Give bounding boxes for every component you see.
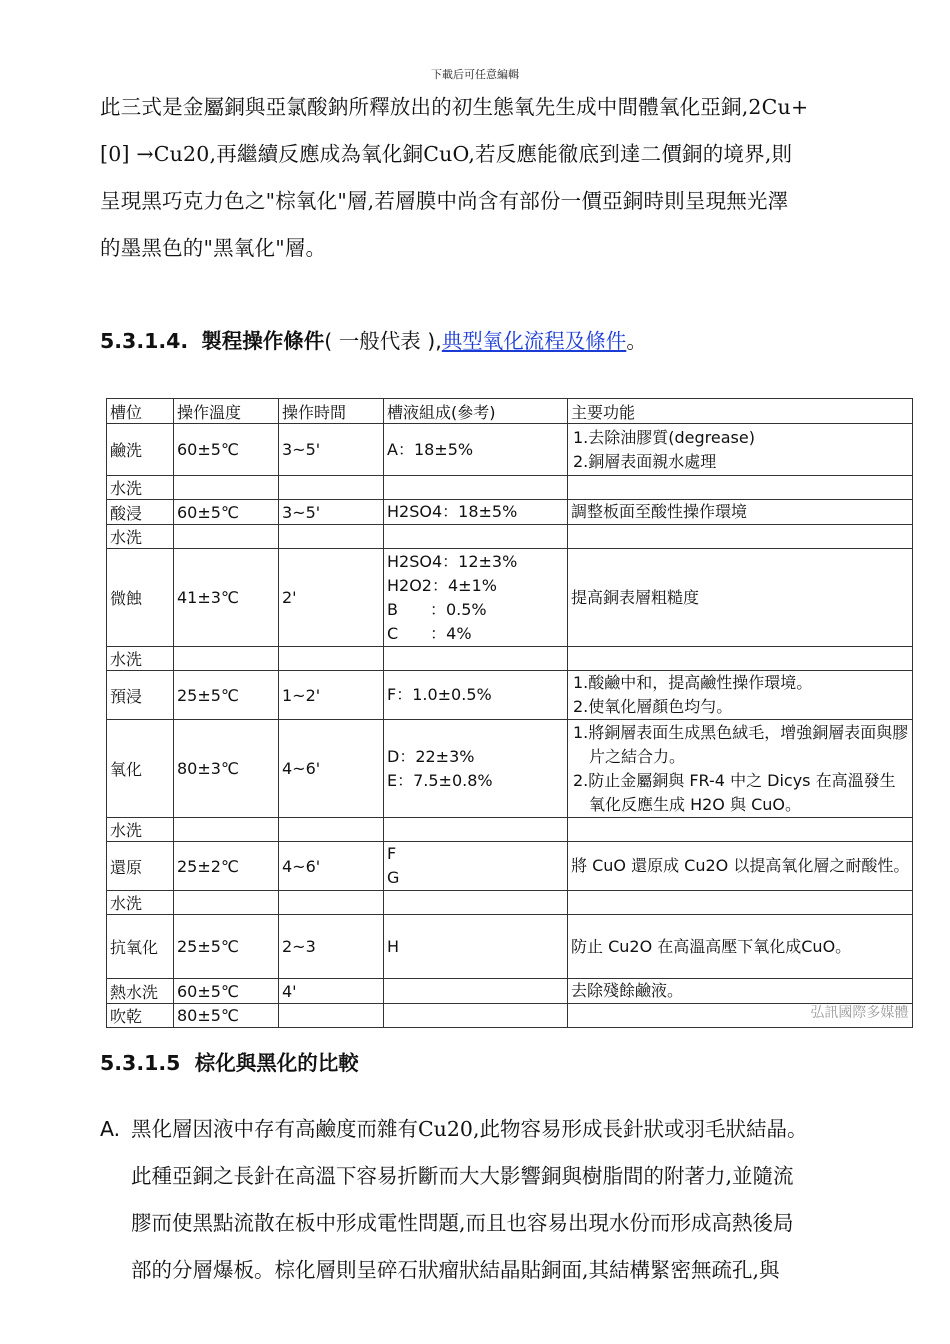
cell-composition <box>384 891 568 915</box>
table-row <box>107 549 913 647</box>
cell-composition <box>384 525 568 549</box>
cell-function <box>568 500 913 525</box>
process-flow-link[interactable]: 典型氧化流程及條件 <box>441 329 627 353</box>
cell-temp: 41±3℃ <box>174 549 279 647</box>
list-marker: A. <box>100 1117 121 1141</box>
section-number: 5.3.1.4. <box>100 329 189 353</box>
cell-function <box>568 647 913 671</box>
table-row <box>107 647 913 671</box>
cell-time <box>279 525 384 549</box>
table-row <box>107 915 913 979</box>
cell-composition <box>384 500 568 525</box>
cell-slot: 鹼洗 <box>107 424 174 476</box>
function-line: 提高銅表層粗糙度 <box>571 587 700 607</box>
composition-line: B ：0.5% <box>387 599 487 619</box>
cell-temp: 60±5℃ <box>174 424 279 476</box>
cell-time: 2' <box>279 549 384 647</box>
paragraph-line: [0] →Cu20,再繼續反應成為氧化銅CuO,若反應能徹底到達二價銅的境界,則 <box>100 142 793 166</box>
function-line: 1.酸鹼中和，提高鹼性操作環境。 <box>573 673 813 692</box>
cell-function <box>568 818 913 842</box>
cell-slot: 還原 <box>107 842 174 891</box>
function-line: 將 CuO 還原成 Cu2O 以提高氧化層之耐酸性。 <box>571 856 910 875</box>
section-end: 。 <box>626 329 647 353</box>
composition-line: D：22±3% <box>387 746 475 766</box>
composition-line: H2SO4：12±3% <box>387 551 518 571</box>
cell-function <box>568 671 913 720</box>
cell-function <box>568 424 913 476</box>
cell-function <box>568 476 913 500</box>
section-title: 棕化與黑化的比較 <box>194 1051 359 1075</box>
section-paren: ( 一般代表 ), <box>324 329 442 353</box>
cell-temp: 25±5℃ <box>174 671 279 720</box>
table-row <box>107 671 913 720</box>
paragraph-line: 呈現黑巧克力色之"棕氧化"層,若層膜中尚含有部份一價亞銅時則呈現無光澤 <box>100 189 789 213</box>
cell-slot: 預浸 <box>107 671 174 720</box>
paragraph-line: 部的分層爆板。棕化層則呈碎石狀瘤狀結晶貼銅面,其結構緊密無疏孔,與 <box>131 1258 780 1282</box>
cell-temp: 60±5℃ <box>174 979 279 1004</box>
process-conditions-table <box>106 398 913 1028</box>
cell-temp: 25±5℃ <box>174 915 279 979</box>
cell-slot: 熱水洗 <box>107 979 174 1004</box>
section-heading-5314 <box>100 324 647 354</box>
cell-slot: 水洗 <box>107 891 174 915</box>
cell-function <box>568 915 913 979</box>
composition-line: H2O2：4±1% <box>387 575 497 595</box>
column-header-composition: 槽液組成(參考) <box>384 399 568 424</box>
cell-composition <box>384 671 568 720</box>
section-heading-5315 <box>100 1046 359 1076</box>
cell-slot: 水洗 <box>107 818 174 842</box>
cell-time <box>279 891 384 915</box>
cell-time <box>279 818 384 842</box>
cell-composition <box>384 476 568 500</box>
cell-composition <box>384 979 568 1004</box>
cell-time: 4~6' <box>279 720 384 818</box>
table-row <box>107 476 913 500</box>
cell-function <box>568 842 913 891</box>
header-note: 下載后可任意編輯 <box>431 68 519 81</box>
table-row <box>107 842 913 891</box>
cell-temp: 60±5℃ <box>174 500 279 525</box>
cell-slot: 氧化 <box>107 720 174 818</box>
function-line: 1.將銅層表面生成黑色絨毛，增強銅層表面與膠片之結合力。 <box>573 722 909 766</box>
cell-function <box>568 525 913 549</box>
table-row <box>107 818 913 842</box>
function-line: 1.去除油膠質(degrease) <box>573 427 755 447</box>
cell-composition <box>384 720 568 818</box>
cell-function <box>568 979 913 1004</box>
cell-time: 1~2' <box>279 671 384 720</box>
cell-slot: 酸浸 <box>107 500 174 525</box>
function-line: 防止 Cu2O 在高溫高壓下氧化成CuO。 <box>571 936 852 956</box>
composition-line: G <box>387 868 400 887</box>
column-header-slot: 槽位 <box>107 399 174 424</box>
section-a-paragraph <box>100 1106 900 1294</box>
cell-slot: 微蝕 <box>107 549 174 647</box>
cell-composition <box>384 842 568 891</box>
function-line: 2.銅層表面親水處理 <box>573 451 717 471</box>
function-line: 2.使氧化層顏色均勻。 <box>573 697 733 716</box>
table-body <box>107 424 913 1028</box>
watermark-text: 弘訊國際多媒體 <box>810 1005 909 1021</box>
table-header-row <box>107 399 913 424</box>
paragraph-line: 黑化層因液中存有高鹼度而雜有Cu20,此物容易形成長針狀或羽毛狀結晶。 <box>131 1117 808 1141</box>
composition-line: A：18±5% <box>387 439 474 459</box>
table-row <box>107 979 913 1004</box>
cell-time: 2~3 <box>279 915 384 979</box>
paragraph-line: 的墨黑色的"黑氧化"層。 <box>100 236 327 260</box>
cell-time: 3~5' <box>279 500 384 525</box>
table-row <box>107 424 913 476</box>
paragraph-line: 此三式是金屬銅與亞氯酸鈉所釋放出的初生態氧先生成中間體氧化亞銅,2Cu+ <box>100 95 809 119</box>
cell-composition <box>384 915 568 979</box>
cell-time: 4' <box>279 979 384 1004</box>
cell-time: 3~5' <box>279 424 384 476</box>
function-line: 調整板面至酸性操作環境 <box>571 502 748 521</box>
cell-temp <box>174 818 279 842</box>
section-number: 5.3.1.5 <box>100 1051 181 1075</box>
paragraph-line: 此種亞銅之長針在高溫下容易折斷而大大影響銅與樹脂間的附著力,並隨流 <box>131 1164 794 1188</box>
composition-line: H2SO4：18±5% <box>387 502 518 521</box>
cell-slot: 水洗 <box>107 525 174 549</box>
section-title: 製程操作條件 <box>201 329 325 353</box>
table-row <box>107 891 913 915</box>
cell-time: 4~6' <box>279 842 384 891</box>
cell-temp: 25±2℃ <box>174 842 279 891</box>
cell-temp: 80±3℃ <box>174 720 279 818</box>
table-row <box>107 1004 913 1028</box>
paragraph-line: 膠而使黑點流散在板中形成電性問題,而且也容易出現水份而形成高熱後局 <box>131 1211 794 1235</box>
composition-line: H <box>387 936 400 956</box>
column-header-function: 主要功能 <box>568 399 913 424</box>
composition-line: F：1.0±0.5% <box>387 685 492 704</box>
column-header-temp: 操作溫度 <box>174 399 279 424</box>
cell-slot: 水洗 <box>107 647 174 671</box>
intro-paragraph <box>100 84 890 272</box>
table-row <box>107 500 913 525</box>
cell-temp <box>174 525 279 549</box>
function-line: 2.防止金屬銅與 FR-4 中之 Dicys 在高溫發生氧化反應生成 H2O 與 CuO。 <box>573 770 896 814</box>
cell-slot: 水洗 <box>107 476 174 500</box>
cell-slot: 抗氧化 <box>107 915 174 979</box>
composition-line: C ：4% <box>387 623 472 643</box>
table-row <box>107 525 913 549</box>
cell-function <box>568 549 913 647</box>
cell-temp <box>174 647 279 671</box>
cell-time <box>279 476 384 500</box>
cell-temp <box>174 891 279 915</box>
cell-function <box>568 1004 913 1028</box>
cell-temp <box>174 476 279 500</box>
column-header-time: 操作時間 <box>279 399 384 424</box>
cell-time <box>279 647 384 671</box>
cell-function <box>568 720 913 818</box>
cell-function <box>568 891 913 915</box>
cell-composition <box>384 424 568 476</box>
cell-composition <box>384 818 568 842</box>
cell-composition <box>384 549 568 647</box>
cell-slot: 吹乾 <box>107 1004 174 1028</box>
cell-time <box>279 1004 384 1028</box>
table-row <box>107 720 913 818</box>
cell-composition <box>384 1004 568 1028</box>
cell-temp: 80±5℃ <box>174 1004 279 1028</box>
composition-line: F <box>387 844 397 863</box>
function-line: 去除殘餘鹼液。 <box>571 981 684 1000</box>
cell-composition <box>384 647 568 671</box>
composition-line: E：7.5±0.8% <box>387 770 493 790</box>
